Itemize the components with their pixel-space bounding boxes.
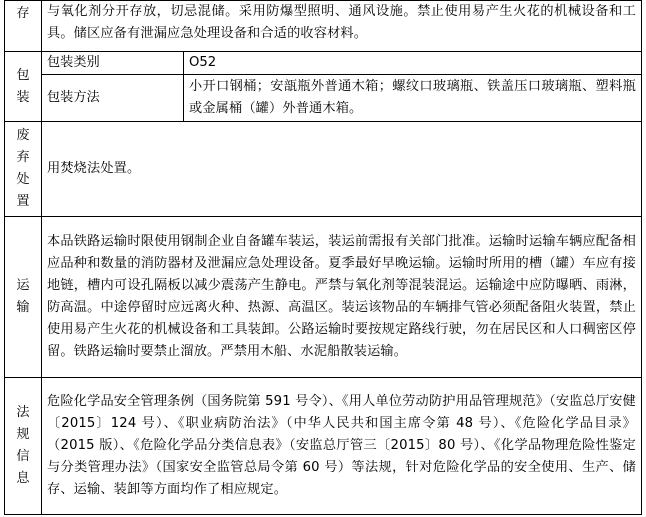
regulations-label-char: 规	[16, 427, 30, 442]
storage-text: 与氧化剂分开存放，切忌混储。采用防爆型照明、通风设施。禁止使用易产生火花的机械设备和工具。储区应备有泄漏应急处理设备和合适的收容材料。	[42, 1, 642, 52]
packaging-method-label: 包装方法	[42, 75, 184, 122]
disposal-label-char: 置	[16, 194, 30, 209]
transport-row	[5, 217, 642, 378]
regulations-row	[5, 378, 642, 515]
packaging-label-char: 包	[16, 67, 30, 83]
disposal-label-char: 处	[16, 172, 30, 187]
regulations-text: 危险化学品安全管理条例（国务院第 591 号令）、《用人单位劳动防护用品管理规范》（安监总厅安健〔2015〕124 号）、《职业病防治法》（中华人民共和国主席令第 48 号）、《危险化学品目录》（2015 版）、《危险化学品分类信息表》（安监总厅管三〔2015〕80 号）、《化学品物理危险性鉴定与分类管理办法》（国家安全监管总局令第 60 号）等法规，针对危险化学品的安全使用、生产、储存、运输、装卸等方面均作了相应规定。	[42, 378, 642, 515]
transport-text: 本品铁路运输时限使用钢制企业自备罐车装运，装运前需报有关部门批准。运输时运输车辆应配备相应品种和数量的消防器材及泄漏应急处理设备。夏季最好早晚运输。运输时所用的槽（罐）车应有接地链，槽内可设孔隔板以减少震荡产生静电。严禁与氧化剂等混装混运。运输途中应防曝晒、雨淋，防高温。中途停留时应远离火种、热源、高温区。装运该物品的车辆排气管必须配备阻火装置，禁止使用易产生火花的机械设备和工具装卸。公路运输时要按规定路线行驶，勿在居民区和人口稠密区停留。铁路运输时要禁止溜放。严禁用木船、水泥船散装运输。	[42, 217, 642, 378]
disposal-text: 用焚烧法处置。	[42, 122, 642, 217]
disposal-label-char: 弃	[16, 150, 30, 165]
storage-label	[5, 1, 42, 52]
disposal-label-char: 废	[16, 128, 30, 143]
packaging-category-row	[5, 52, 642, 75]
regulations-label-char: 息	[16, 471, 30, 486]
regulations-label-char: 法	[16, 405, 30, 420]
transport-label-char: 输	[16, 300, 30, 315]
packaging-method-row	[5, 75, 642, 122]
disposal-row	[5, 122, 642, 217]
packaging-label	[5, 52, 42, 122]
transport-label	[5, 217, 42, 378]
disposal-label	[5, 122, 42, 217]
regulations-label-char: 信	[16, 449, 30, 464]
packaging-category-value: O52	[184, 52, 642, 75]
transport-label-char: 运	[16, 278, 30, 293]
msds-table	[4, 0, 642, 515]
packaging-category-label: 包装类别	[42, 52, 184, 75]
packaging-method-value: 小开口钢桶；安瓿瓶外普通木箱；螺纹口玻璃瓶、铁盖压口玻璃瓶、塑料瓶或金属桶（罐）外普通木箱。	[184, 75, 642, 122]
packaging-label-char: 装	[16, 89, 30, 105]
storage-label-char: 存	[16, 6, 30, 21]
regulations-label	[5, 378, 42, 515]
storage-row	[5, 1, 642, 52]
